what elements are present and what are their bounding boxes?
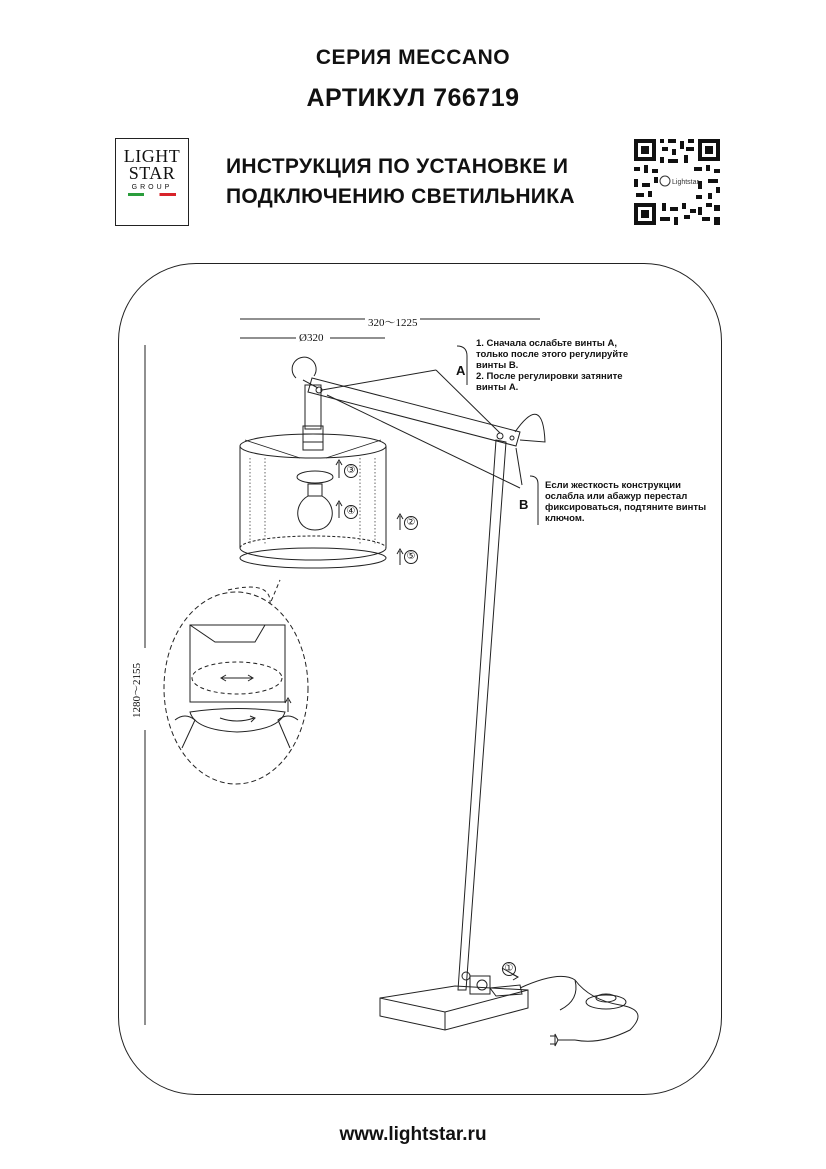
label-a: A [456,363,466,378]
width-dimension: 320～1225 [368,314,418,330]
step-1-marker: ① [502,962,516,976]
base-screw [462,972,470,980]
lamp-stem [305,385,321,429]
arm-handle [515,414,545,442]
note-b-line: фиксироваться, подтяните винты [545,502,707,513]
note-a-line: 1. Сначала ослабьте винты A, [476,338,618,349]
series-title: СЕРИЯ MECCANO [315,46,511,69]
bracket-b [530,476,538,525]
note-screws-b [545,480,725,524]
step-2-marker: ② [404,516,418,530]
heading-line2: ПОДКЛЮЧЕНИЮ СВЕТИЛЬНИКА [226,185,575,208]
diameter-dimension: Ø320 [299,332,324,344]
note-b-line: Если жесткость конструкции [545,480,681,491]
logo-line3: GROUP [131,184,173,191]
label-b: B [519,497,529,512]
note-b-line: ключом. [545,513,585,524]
detail-callout [164,592,308,784]
left-hand [175,716,195,748]
website-link[interactable]: www.lightstar.ru [339,1124,487,1145]
note-a-line: 2. После регулировки затяните [476,371,623,382]
step-5-marker: ⑤ [404,550,418,564]
logo-line1: LIGHT [123,146,181,166]
lamp-socket [303,426,323,450]
note-a-line: винты B. [476,360,519,371]
note-a-line: винты A. [476,382,519,393]
detail-disc [190,709,285,733]
bulb-base [308,484,322,496]
detail-box [190,625,285,702]
note-b-line: ослабла или абажур перестал [545,491,688,502]
diffuser-disc [240,548,386,568]
screw-a-right [497,433,503,439]
step-3-marker: ③ [344,464,358,478]
shade-top [240,434,386,458]
heading-line1: ИНСТРУКЦИЯ ПО УСТАНОВКЕ И [226,155,569,178]
cable-plug [490,985,522,996]
bulb-glass [298,496,333,530]
lamp-base [380,986,528,1030]
height-dimension: 1280～2155 [128,663,144,718]
logo-line2: STAR [128,163,176,183]
article-number: АРТИКУЛ 766719 [306,84,520,112]
qr-center-label: Lightstar [672,179,699,186]
lamp-hook [292,357,316,378]
note-a-line: только после этого регулируйте [476,349,629,360]
lamp-pole [458,440,506,990]
shade-ring [297,471,333,483]
step-4-marker: ④ [344,505,358,519]
note-screws-a [476,338,676,393]
